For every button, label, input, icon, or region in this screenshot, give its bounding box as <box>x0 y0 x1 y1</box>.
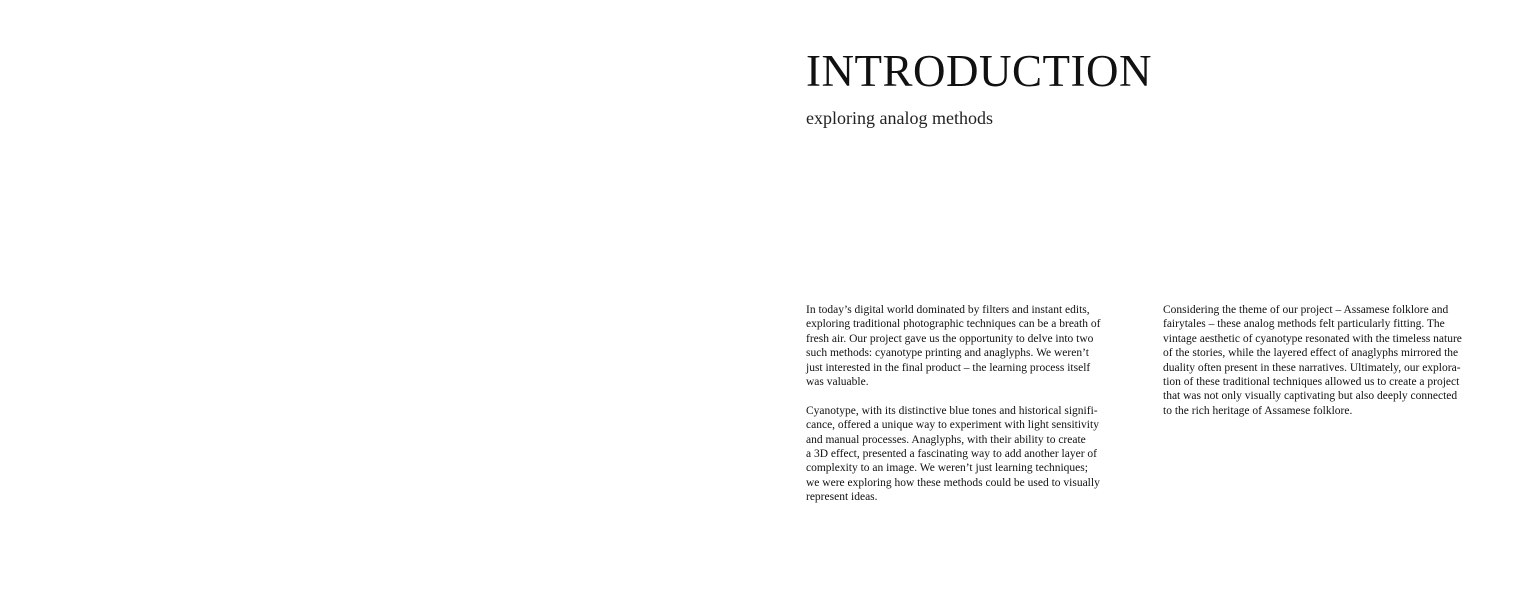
intro-paragraph-3 <box>1163 303 1481 418</box>
text-line: cance, offered a unique way to experiment with light sensitivity <box>806 419 1099 432</box>
intro-paragraph-1 <box>806 303 1118 389</box>
text-line: that was not only visually captivating but also deeply connected <box>1163 390 1458 403</box>
text-line: In today’s digital world dominated by filters and instant edits, <box>806 304 1090 316</box>
text-line: exploring traditional photographic techniques can be a breath of <box>806 318 1101 331</box>
text-column-right <box>1163 303 1481 418</box>
text-line: was valuable. <box>806 375 869 388</box>
text-line: just interested in the final product – the learning process itself <box>806 361 1091 374</box>
text-line: a 3D effect, presented a fascinating way to add another layer of <box>806 447 1097 460</box>
text-line: complexity to an image. We weren’t just learning techniques; <box>806 462 1088 475</box>
text-line: to the rich heritage of Assamese folklore. <box>1163 404 1353 417</box>
text-line: tion of these traditional techniques allowed us to create a project <box>1163 375 1460 388</box>
text-line: fresh air. Our project gave us the opportunity to delve into two <box>806 332 1094 345</box>
text-line: of the stories, while the layered effect of anaglyphs mirrored the <box>1163 347 1459 360</box>
text-line: duality often present in these narratives. Ultimately, our explora- <box>1163 361 1461 374</box>
text-line: fairytales – these analog methods felt particularly fitting. The <box>1163 318 1445 331</box>
text-line: we were exploring how these methods could be used to visually <box>806 476 1100 489</box>
text-line: and manual processes. Anaglyphs, with their ability to create <box>806 433 1086 446</box>
page-title: INTRODUCTION <box>806 46 1152 96</box>
text-line: represent ideas. <box>806 491 878 504</box>
paragraph-spacer <box>806 389 1118 403</box>
intro-paragraph-2 <box>806 404 1118 505</box>
text-line: Considering the theme of our project – Assamese folklore and <box>1163 304 1449 316</box>
page-subtitle: exploring analog methods <box>806 108 993 128</box>
right-page <box>770 0 1540 595</box>
text-column-left <box>806 303 1118 504</box>
text-line: such methods: cyanotype printing and anaglyphs. We weren’t <box>806 347 1089 360</box>
text-line: vintage aesthetic of cyanotype resonated with the timeless nature <box>1163 332 1462 345</box>
text-line: Cyanotype, with its distinctive blue tones and historical signifi- <box>806 404 1098 417</box>
